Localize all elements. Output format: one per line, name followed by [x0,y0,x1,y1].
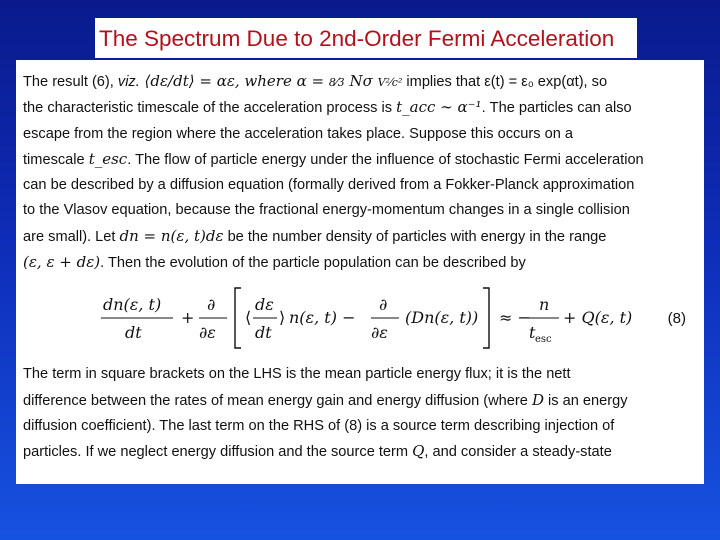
angle-close: ⟩ [279,308,286,328]
slide-title: The Spectrum Due to 2nd-Order Fermi Acceleration [99,26,615,51]
equation-number: (8) [667,310,686,328]
text: . Then the evolution of the particle population can be described by [100,255,526,272]
partial-den: ∂ε [199,323,216,343]
text: diffusion coefficient). The last term on the RHS of (8) is a source term describing injection of [23,417,615,434]
plus-sign: + [181,308,195,328]
text: be the number density of particles with energy in the range [223,228,607,245]
text: The term in square brackets on the LHS is the mean particle energy flux; it is the nett [23,366,571,383]
text: . The particles can also [481,100,632,117]
math: Nσ [344,72,378,90]
equation-8 [23,282,686,354]
text: implies that ε(t) = ε₀ exp(αt), so [402,74,608,90]
text: the characteristic timescale of the acceleration process is [23,100,397,117]
title-box [95,18,637,58]
text: timescale [23,151,89,168]
math-frac: V²⁄c² [377,76,403,89]
math-frac: 8⁄3 [328,76,345,89]
text: The result (6), [23,74,118,90]
text: , and consider a steady-state [424,444,612,461]
inner-num: dε [255,295,274,315]
math: dn = n(ε, t)dε [119,226,224,245]
math: (ε, ε + dε) [23,253,101,272]
partial2-num: ∂ [379,295,388,315]
lhs-numerator: dn(ε, t) [103,295,162,315]
rhs-rest: + Q(ε, t) [563,308,633,328]
text: difference between the rates of mean energy gain and energy diffusion (where [23,392,532,409]
text: can be described by a diffusion equation (formally derived from a Fokker-Planck approximation [23,177,635,194]
math: D [531,390,544,409]
text: is an energy [543,392,628,409]
rhs-denominator: t [529,323,536,343]
math: ⟨dε/dt⟩ = αε, where α = [139,72,329,90]
equation-graphic [101,282,633,354]
right-bracket [483,288,489,348]
content-panel [16,60,704,484]
text: particles. If we neglect energy diffusion and the source term [23,444,413,461]
approx-sign: ≈ − [499,308,531,328]
lhs-denominator: dt [125,323,142,343]
partial2-den: ∂ε [371,323,388,343]
text: . The flow of particle energy under the influence of stochastic Fermi acceleration [127,151,644,168]
text: escape from the region where the acceleration takes place. Suppose this occurs on a [23,125,574,142]
math: t_esc [88,149,128,168]
inner-end: (Dn(ε, t)) [405,308,479,328]
math: Q [412,442,425,461]
paragraph-2 [23,362,686,465]
inner-den: dt [255,323,272,343]
left-bracket [235,288,241,348]
rhs-denominator-sub: esc [535,334,552,346]
inner-rest: n(ε, t) − [289,308,356,328]
angle-open: ⟨ [245,308,252,328]
partial-num: ∂ [207,295,216,315]
viz-text: viz. [117,74,140,90]
rhs-numerator: n [539,295,550,315]
text: are small). Let [23,228,120,245]
math: t_acc ∼ α⁻¹ [396,98,482,117]
text: to the Vlasov equation, because the fractional energy-momentum changes in a single collision [23,202,630,219]
paragraph-1 [23,69,686,276]
